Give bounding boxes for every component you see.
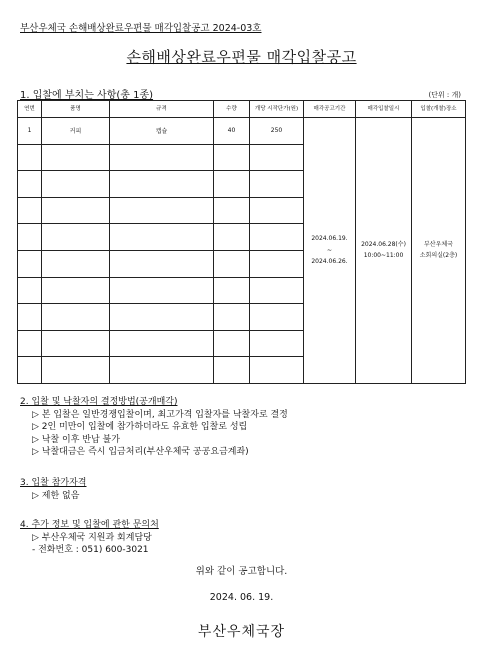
cell-qty [214, 304, 250, 331]
cell-spec [110, 197, 214, 224]
cell-spec: 캡슐 [110, 118, 214, 145]
signature: 부산우체국장 [197, 624, 286, 640]
col-header-bid-date: 매각입찰일시 [356, 101, 412, 118]
col-header-period: 매각공고기간 [304, 101, 356, 118]
cell-qty [214, 197, 250, 224]
section2 [20, 396, 288, 459]
col-header-unit-price: 개당 시작단가(원) [250, 101, 304, 118]
section3-heading: 3. 입찰 참가자격 [20, 478, 87, 488]
section3 [20, 477, 86, 502]
cell-no [18, 277, 42, 304]
col-header-qty: 수량 [214, 101, 250, 118]
period-sep: ~ [326, 246, 333, 254]
contact-phone: - 전화번호 : 051) 600-3021 [32, 545, 149, 555]
place-building: 부산우체국 [424, 241, 453, 249]
section2-item: ▷ 2인 미만이 입찰에 참가하더라도 유효한 입찰로 성립 [32, 422, 248, 432]
cell-qty [214, 171, 250, 198]
cell-item [42, 330, 110, 357]
place-room: 소회의실(2층) [419, 252, 458, 260]
section2-heading: 2. 입찰 및 낙찰자의 결정방법(공개매각) [20, 397, 178, 407]
cell-qty [214, 250, 250, 277]
cell-item: 커피 [42, 118, 110, 145]
cell-unit-price [250, 304, 304, 331]
section1-heading: 1. 입찰에 부치는 사항(총 1종) [20, 90, 154, 101]
bid-date: 2024.06.28(수) [361, 241, 406, 249]
col-header-no: 연번 [18, 101, 42, 118]
cell-qty [214, 357, 250, 384]
cell-no: 1 [18, 118, 42, 145]
cell-unit-price [250, 171, 304, 198]
cell-period [304, 118, 356, 384]
cell-spec [110, 224, 214, 251]
section2-item: ▷ 낙찰대금은 즉시 입금처리(부산우체국 공공요금계좌) [32, 447, 249, 457]
cell-spec [110, 171, 214, 198]
cell-qty [214, 277, 250, 304]
cell-item [42, 224, 110, 251]
cell-qty [214, 330, 250, 357]
cell-item [42, 197, 110, 224]
cell-spec [110, 144, 214, 171]
section3-item: ▷ 제한 없음 [32, 490, 80, 501]
cell-no [18, 197, 42, 224]
cell-no [18, 330, 42, 357]
cell-spec [110, 304, 214, 331]
cell-no [18, 357, 42, 384]
cell-spec [110, 250, 214, 277]
closing-text: 위와 같이 공고합니다. [195, 566, 288, 577]
main-title: 손해배상완료우편물 매각입찰공고 [126, 48, 357, 66]
cell-spec [110, 330, 214, 357]
cell-item [42, 304, 110, 331]
cell-item [42, 357, 110, 384]
cell-item [42, 144, 110, 171]
cell-no [18, 144, 42, 171]
cell-item [42, 250, 110, 277]
cell-no [18, 304, 42, 331]
closing-date: 2024. 06. 19. [209, 592, 274, 603]
cell-unit-price [250, 277, 304, 304]
section4-heading: 4. 추가 정보 및 입찰에 관한 문의처 [20, 520, 159, 530]
items-table [17, 100, 466, 384]
col-header-place: 입찰(개찰)장소 [412, 101, 466, 118]
cell-unit-price [250, 250, 304, 277]
section2-item: ▷ 본 입찰은 일반경쟁입찰이며, 최고가격 입찰자를 낙찰자로 결정 [32, 409, 288, 420]
section4-item: ▷ 부산우체국 지원과 회계담당 [32, 532, 152, 543]
bid-time: 10:00~11:00 [363, 252, 404, 260]
cell-unit-price [250, 144, 304, 171]
col-header-spec: 규격 [110, 101, 214, 118]
cell-spec [110, 277, 214, 304]
section4 [20, 519, 159, 557]
table-header-row [18, 101, 466, 118]
cell-qty [214, 144, 250, 171]
table-row [18, 118, 466, 145]
cell-bid-date [356, 118, 412, 384]
cell-unit-price [250, 224, 304, 251]
cell-unit-price [250, 357, 304, 384]
cell-item [42, 277, 110, 304]
cell-qty [214, 224, 250, 251]
cell-spec [110, 357, 214, 384]
header-title: 부산우체국 손해배상완료우편물 매각입찰공고 2024-03호 [20, 23, 262, 34]
period-start: 2024.06.19. [311, 235, 348, 243]
cell-unit-price [250, 197, 304, 224]
cell-place [412, 118, 466, 384]
cell-unit-price: 250 [250, 118, 304, 145]
cell-no [18, 171, 42, 198]
cell-qty: 40 [214, 118, 250, 145]
cell-no [18, 224, 42, 251]
period-end: 2024.06.26. [311, 258, 348, 266]
unit-note: (단위 : 개) [428, 91, 461, 99]
cell-item [42, 171, 110, 198]
col-header-item: 품명 [42, 101, 110, 118]
cell-unit-price [250, 330, 304, 357]
section2-item: ▷ 낙찰 이후 반납 불가 [32, 434, 120, 445]
cell-no [18, 250, 42, 277]
